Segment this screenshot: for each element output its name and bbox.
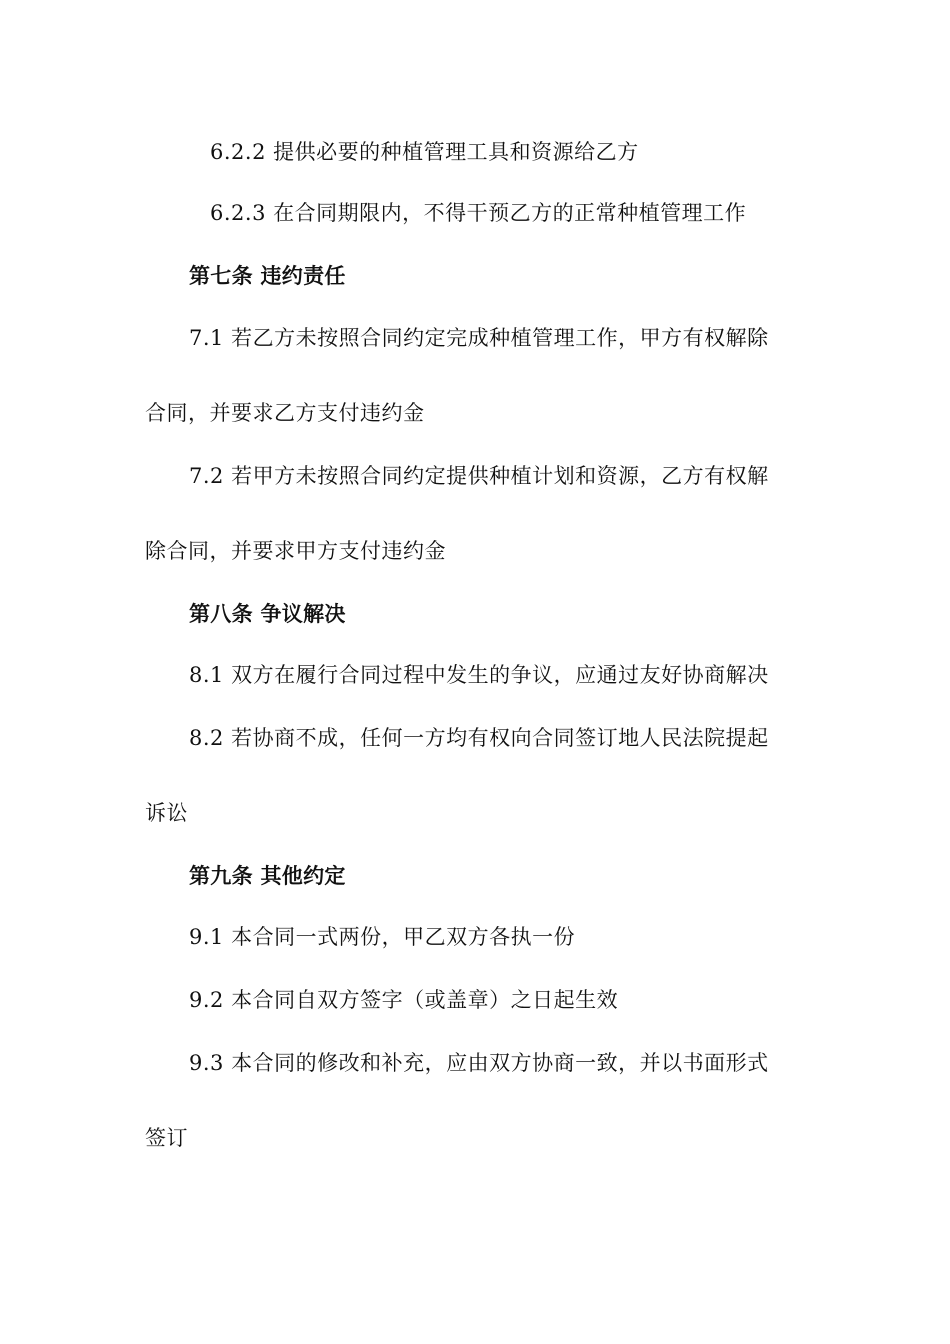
clause-8-2-continued: 诉讼 — [145, 801, 188, 825]
clause-9-1: 9.1 本合同一式两份，甲乙双方各执一份 — [189, 925, 576, 949]
clause-7-1: 7.1 若乙方未按照合同约定完成种植管理工作，甲方有权解除 — [189, 326, 769, 350]
clause-9-3: 9.3 本合同的修改和补充，应由双方协商一致，并以书面形式 — [189, 1051, 769, 1075]
clause-8-2: 8.2 若协商不成，任何一方均有权向合同签订地人民法院提起 — [189, 726, 769, 750]
clause-8-1: 8.1 双方在履行合同过程中发生的争议，应通过友好协商解决 — [189, 663, 769, 687]
clause-7-1-continued: 合同，并要求乙方支付违约金 — [145, 401, 425, 425]
clause-9-3-continued: 签订 — [145, 1126, 188, 1150]
section-heading-7: 第七条 违约责任 — [189, 264, 346, 288]
section-heading-8: 第八条 争议解决 — [189, 602, 346, 626]
clause-9-2: 9.2 本合同自双方签字（或盖章）之日起生效 — [189, 988, 619, 1012]
clause-7-2-continued: 除合同，并要求甲方支付违约金 — [145, 539, 446, 563]
clause-7-2: 7.2 若甲方未按照合同约定提供种植计划和资源，乙方有权解 — [189, 464, 769, 488]
clause-6-2-3: 6.2.3 在合同期限内，不得干预乙方的正常种植管理工作 — [210, 201, 747, 225]
clause-6-2-2: 6.2.2 提供必要的种植管理工具和资源给乙方 — [210, 140, 639, 164]
section-heading-9: 第九条 其他约定 — [189, 864, 346, 888]
